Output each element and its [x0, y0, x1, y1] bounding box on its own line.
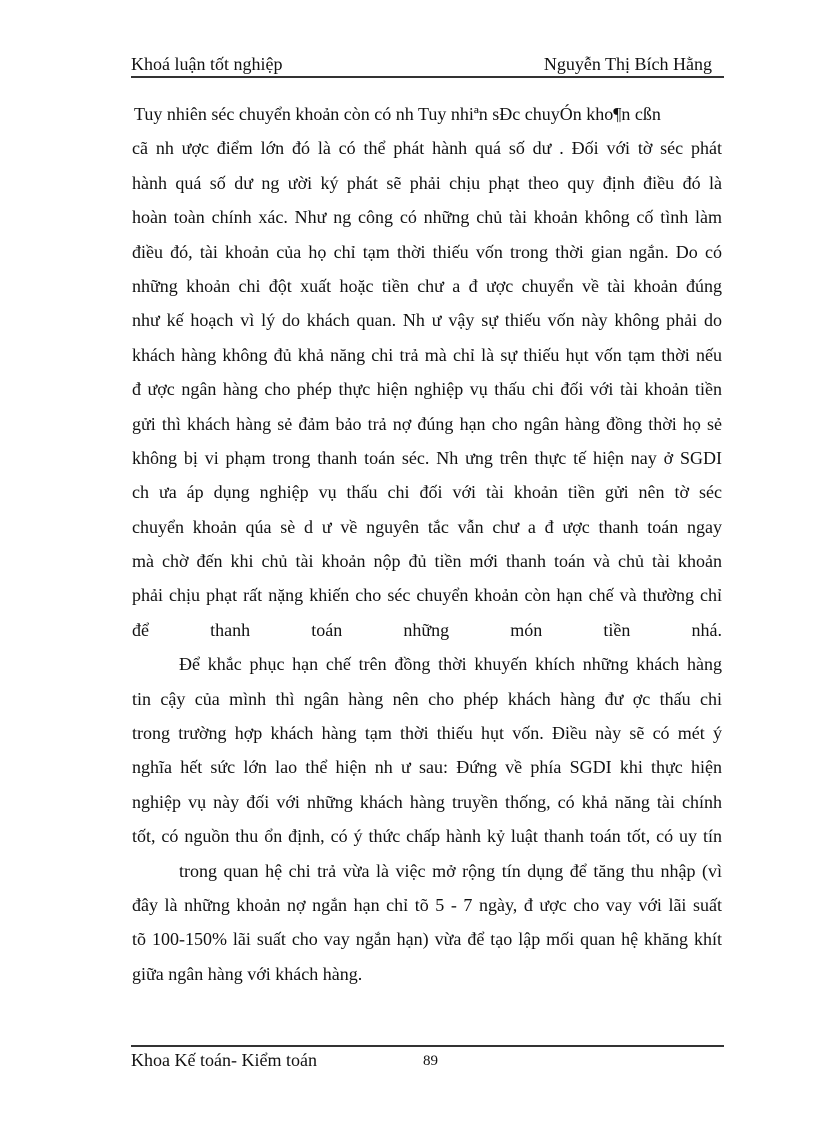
- text-line: khách hàng không đủ khả năng chi trả mà chỉ là sự thiếu hụt vốn tạm thời nếu: [132, 344, 722, 365]
- text-line: chuyển khoản qúa sè d ư về nguyên tắc vẫn chư a đ ược thanh toán ngay: [132, 516, 722, 537]
- paragraph-start-line: Để khắc phục hạn chế trên đồng thời khuyến khích những khách hàng: [179, 654, 722, 675]
- text-line: cã nh ược điểm lớn đó là có thể phát hành quá số dư . Đối với tờ séc phát: [132, 138, 722, 159]
- footer-faculty-name: Khoa Kế toán- Kiểm toán: [131, 1050, 317, 1070]
- text-line: trong trường hợp khách hàng tạm thời thiếu hụt vốn. Điều này sẽ có mét ý: [132, 723, 722, 744]
- text-line: gửi thì khách hàng sẻ đảm bảo trả nợ đúng hạn cho ngân hàng đồng thời họ sẻ: [132, 413, 722, 434]
- header-author-name: Nguyễn Thị Bích Hằng: [543, 54, 712, 74]
- page-number: 89: [423, 1053, 438, 1069]
- text-line: không bị vi phạm trong thanh toán séc. Nh ưng trên thực tế hiện nay ở SGDI: [132, 447, 722, 468]
- text-line: để thanh toán những món tiền nhá.: [132, 619, 722, 640]
- text-line: mà chờ đến khi chủ tài khoản nộp đủ tiền mới thanh toán và chủ tài khoản: [132, 551, 722, 572]
- text-line: Tuy nhiên séc chuyển khoản còn có nh Tuy nhiªn sÐc chuyÓn kho¶n cßn: [134, 104, 661, 124]
- text-line: phải chịu phạt rất nặng khiến cho séc chuyển khoản còn hạn chế và thường chỉ: [132, 585, 722, 606]
- text-line: đây là những khoản nợ ngắn hạn chỉ tõ 5 - 7 ngày, đ ược cho vay với lãi suất: [132, 894, 722, 915]
- text-line: giữa ngân hàng với khách hàng.: [132, 963, 363, 984]
- text-line: nghiệp vụ này đối với những khách hàng truyền thống, có khả năng tài chính: [132, 791, 722, 812]
- page-footer: [131, 1045, 724, 1073]
- header-thesis-title: Khoá luận tốt nghiệp: [131, 54, 283, 74]
- text-line: ch ưa áp dụng nghiệp vụ thấu chi đối với tài khoản tiền gửi nên tờ séc: [132, 482, 722, 503]
- text-line: tõ 100-150% lãi suất cho vay ngắn hạn) vừa để tạo lập mối quan hệ khăng khít: [132, 929, 722, 950]
- document-body: [132, 97, 722, 991]
- page-header: [131, 52, 724, 78]
- text-line: nghĩa hết sức lớn lao thể hiện nh ư sau: Đứng về phía SGDI khi thực hiện: [132, 757, 722, 778]
- paragraph-start-line: trong quan hệ chi trả vừa là việc mở rộng tín dụng để tăng thu nhập (vì: [179, 860, 722, 881]
- text-line: đ ược ngân hàng cho phép thực hiện nghiệp vụ thấu chi đối với tài khoản tiền: [132, 379, 722, 400]
- text-line: hành quá số dư ng ười ký phát sẽ phải chịu phạt theo quy định điều đó là: [132, 172, 722, 193]
- text-line: tin cậy của mình thì ngân hàng nên cho phép khách hàng đư ợc thấu chi: [132, 688, 722, 709]
- text-line: những khoản chi đột xuất hoặc tiền chư a đ ược chuyển về tài khoản đúng: [132, 275, 722, 296]
- text-line: tốt, có nguồn thu ổn định, có ý thức chấp hành kỷ luật thanh toán tốt, có uy tín: [132, 826, 722, 847]
- text-line: hoàn toàn chính xác. Như ng công có những chủ tài khoản không cố tình làm: [132, 207, 722, 228]
- text-line: điều đó, tài khoản của họ chỉ tạm thời thiếu vốn trong thời gian ngắn. Do có: [132, 241, 722, 262]
- text-line: như kế hoạch vì lý do khách quan. Nh ư vậy sự thiếu vốn này không phải do: [132, 310, 722, 331]
